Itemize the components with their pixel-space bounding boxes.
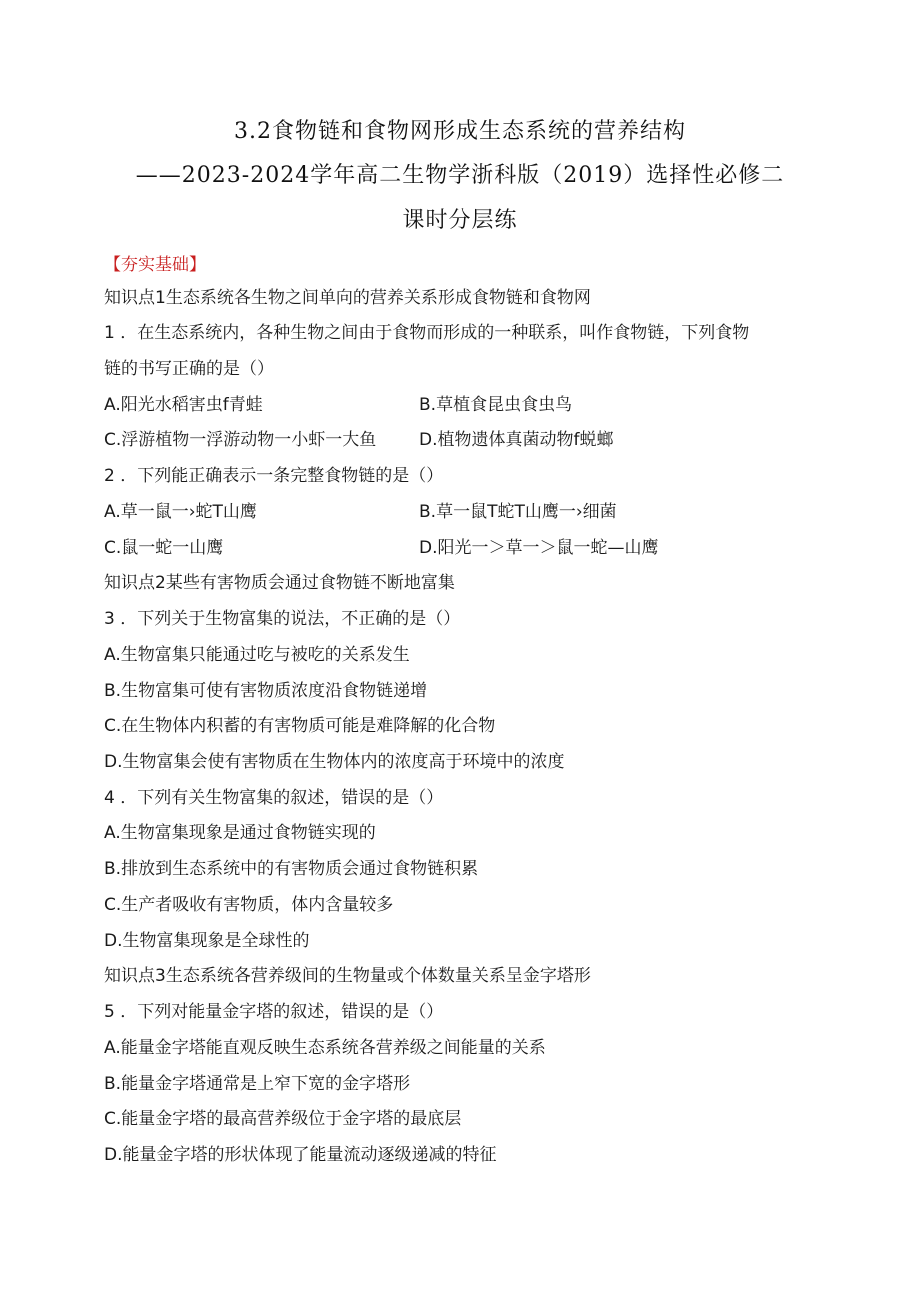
question-3-stem: 3 ．下列关于生物富集的说法，不正确的是（） [104, 609, 461, 629]
question-3-option-a: A.生物富集只能通过吃与被吃的关系发生 [104, 645, 410, 665]
doc-title-line3: 课时分层练 [402, 208, 518, 233]
question-5-option-b: B.能量金字塔通常是上窄下宽的金字塔形 [104, 1074, 411, 1094]
question-3-option-c: C.在生物体内积蓄的有害物质可能是难降解的化合物 [104, 716, 496, 736]
question-2-option-b: B.草一鼠T蛇T山鹰一›细菌 [419, 502, 617, 522]
question-2-option-a: A.草一鼠一›蛇T山鹰 [104, 502, 257, 522]
question-4-option-d: D.生物富集现象是全球性的 [104, 931, 310, 951]
doc-title-line1: 3.2食物链和食物网形成生态系统的营养结构 [234, 119, 686, 144]
question-4-stem: 4 ．下列有关生物富集的叙述，错误的是（） [104, 788, 444, 808]
knowledge-point-2: 知识点2某些有害物质会通过食物链不断地富集 [104, 573, 455, 593]
question-4-option-c: C.生产者吸收有害物质，体内含量较多 [104, 895, 394, 915]
knowledge-point-1: 知识点1生态系统各生物之间单向的营养关系形成食物链和食物网 [104, 288, 591, 308]
question-4-option-a: A.生物富集现象是通过食物链实现的 [104, 823, 376, 843]
question-1-option-d: D.植物遗体真菌动物f蜕螂 [419, 430, 614, 450]
question-2-stem: 2 ．下列能正确表示一条完整食物链的是（） [104, 466, 444, 486]
question-5-option-a: A.能量金字塔能直观反映生态系统各营养级之间能量的关系 [104, 1038, 546, 1058]
question-2-option-c: C.鼠一蛇一山鹰 [104, 538, 224, 558]
question-1-option-c: C.浮游植物一浮游动物一小虾一大鱼 [104, 430, 377, 450]
question-1-option-a: A.阳光水稻害虫f青蛙 [104, 395, 263, 415]
question-3-option-d: D.生物富集会使有害物质在生物体内的浓度高于环境中的浓度 [104, 752, 565, 772]
question-1-stem: 1 ．在生态系统内，各种生物之间由于食物而形成的一种联系，叫作食物链，下列食物 [104, 323, 750, 343]
question-1-option-b: B.草植食昆虫食虫鸟 [419, 395, 573, 415]
question-3-option-b: B.生物富集可使有害物质浓度沿食物链递增 [104, 681, 428, 701]
question-2-option-d: D.阳光一＞草一＞鼠一蛇—山鹰 [419, 538, 659, 558]
question-4-option-b: B.排放到生态系统中的有害物质会通过食物链积累 [104, 859, 479, 879]
doc-title-line2: ——2023-2024学年高二生物学浙科版（2019）选择性必修二 [135, 163, 785, 188]
knowledge-point-3: 知识点3生态系统各营养级间的生物量或个体数量关系呈金字塔形 [104, 966, 591, 986]
question-5-option-c: C.能量金字塔的最高营养级位于金字塔的最底层 [104, 1109, 462, 1129]
question-5-stem: 5 ．下列对能量金字塔的叙述，错误的是（） [104, 1002, 444, 1022]
section-tag-foundation: 【夯实基础】 [104, 255, 206, 275]
question-5-option-d: D.能量金字塔的形状体现了能量流动逐级递减的特征 [104, 1145, 497, 1165]
question-1-stem-cont: 链的书写正确的是（） [104, 359, 274, 379]
